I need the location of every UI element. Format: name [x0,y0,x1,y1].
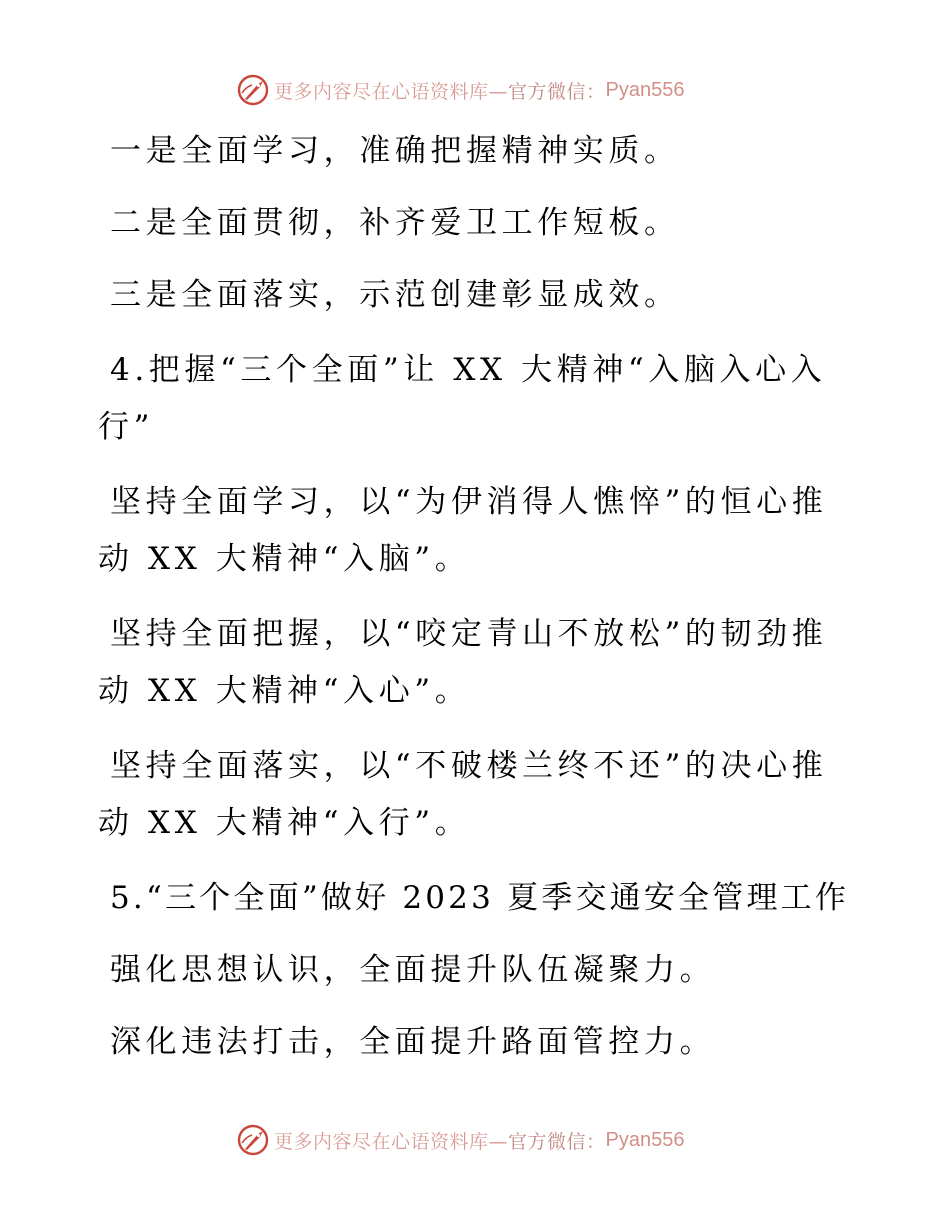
section-heading-4-continued: 行” [98,409,155,445]
paragraph-line: 一是全面学习，准确把握精神实质。 [110,133,680,169]
watermark-text: 更多内容尽在心语资料库— [274,1130,509,1153]
paragraph-line: 深化违法打击，全面提升路面管控力。 [110,1024,716,1060]
pen-nib-logo-icon [236,73,270,107]
watermark-wechat-id: Pyan556 [605,1128,685,1151]
watermark-wechat-id: Pyan556 [605,78,685,101]
paragraph-line: 二是全面贯彻，补齐爱卫工作短板。 [110,205,680,241]
paragraph-line: 坚持全面把握，以“咬定青山不放松”的韧劲推 [110,616,828,652]
paragraph-line: 坚持全面学习，以“为伊消得人憔悴”的恒心推 [110,484,828,520]
header-watermark [236,72,685,108]
paragraph-line: 强化思想认识，全面提升队伍凝聚力。 [110,952,716,988]
paragraph-line: 三是全面落实，示范创建彰显成效。 [110,277,680,313]
paragraph-line-continued: 动 XX 大精神“入心”。 [98,673,471,709]
pen-nib-logo-icon [236,1123,270,1157]
paragraph-line: 坚持全面落实，以“不破楼兰终不还”的决心推 [110,748,828,784]
section-heading-5: 5.“三个全面”做好 2023 夏季交通安全管理工作 [110,880,850,916]
paragraph-line-continued: 动 XX 大精神“入脑”。 [98,541,471,577]
section-heading-4: 4.把握“三个全面”让 XX 大精神“入脑入心入 [110,352,827,388]
watermark-text: 更多内容尽在心语资料库— [274,80,509,103]
footer-watermark [236,1122,685,1158]
watermark-wechat-label: 官方微信： [508,1130,606,1153]
watermark-wechat-label: 官方微信： [508,80,606,103]
paragraph-line-continued: 动 XX 大精神“入行”。 [98,805,471,841]
